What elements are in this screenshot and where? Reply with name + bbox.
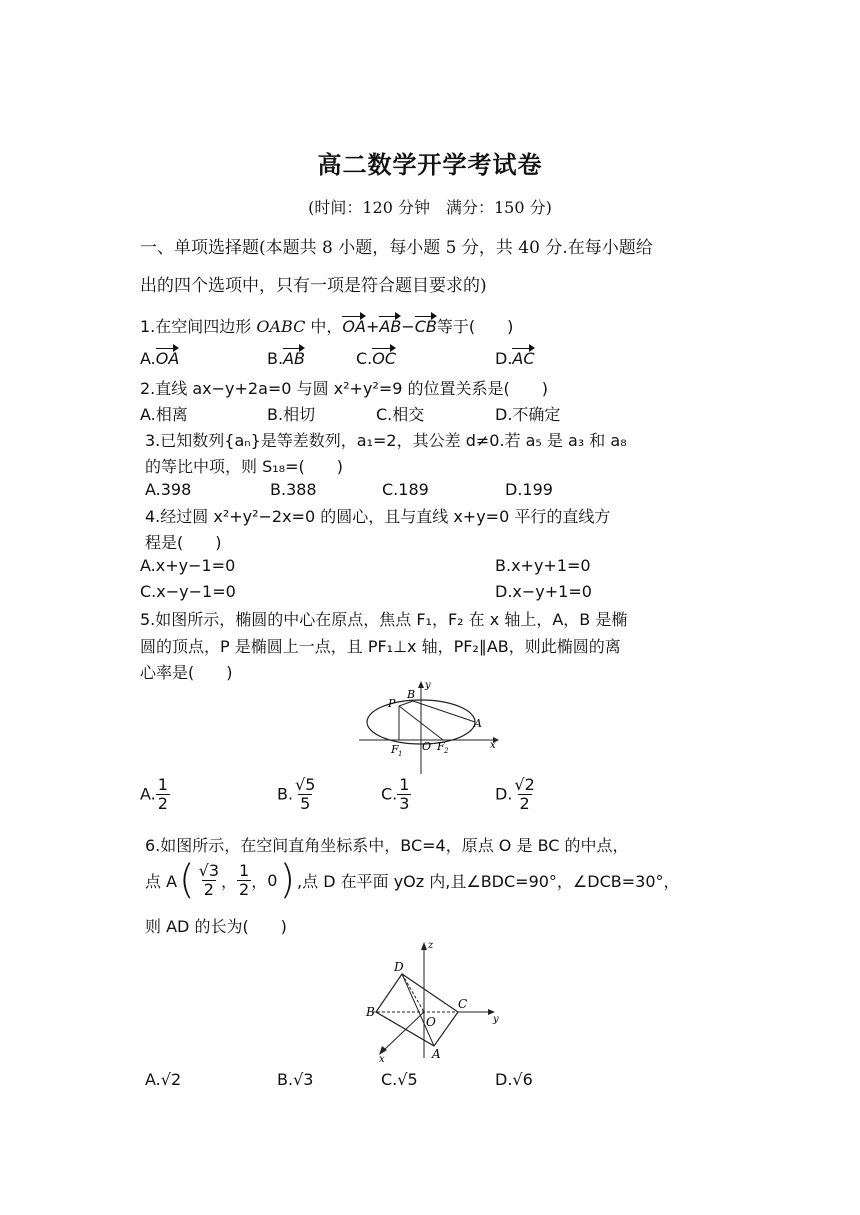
question-2: 2.直线 ax−y+2a=0 与圆 x²+y²=9 的位置关系是( ) [140,379,548,398]
option-4b: B.x+y+1=0 [495,556,591,575]
option-6a: A.√2 [145,1070,182,1089]
question-6-line1: 6.如图所示，在空间直角坐标系中，BC=4，原点 O 是 BC 的中点， [145,836,629,855]
option-1b: B.AB [267,349,305,368]
label-d: D [394,960,404,974]
option-4c: C.x−y−1=0 [140,582,236,601]
option-4d: D.x−y+1=0 [495,582,592,601]
option-3b: B.388 [270,480,317,499]
vector-ab: AB [379,317,402,336]
question-3-line1: 3.已知数列{aₙ}是等差数列，a₁=2，其公差 d≠0.若 a₅ 是 a₃ 和 a₈ [145,431,627,450]
option-5b: B. $\frac{√5}{5}$ [277,775,316,813]
option-2c: C.相交 [376,405,425,424]
option-6d: D.√6 [495,1070,533,1089]
label-f2: F [437,740,445,753]
ellipse-figure [355,676,505,776]
svg-text:1: 1 [398,750,403,758]
option-2d: D.不确定 [495,405,561,424]
label-f1: F [391,743,399,756]
option-6c: C.√5 [381,1070,418,1089]
axis-x: x [490,740,496,751]
question-5-line2: 圆的顶点，P 是椭圆上一点，且 PF₁⊥x 轴，PF₂∥AB，则此椭圆的离 [140,637,621,656]
page-title: 高二数学开学考试卷 [317,151,543,179]
coordinate-figure [362,938,502,1064]
option-5c: C. $\frac{1}{3}$ [381,775,410,813]
axis-y: y [425,680,431,691]
label-p: P [388,697,396,710]
option-3c: C.189 [382,480,429,499]
axis-y: y [493,1014,499,1025]
label-o: O [426,1015,436,1029]
label-b: B [366,1005,375,1019]
label-a: A [432,1047,441,1061]
question-5-line3: 心率是( ) [140,663,233,682]
question-5-line1: 5.如图所示，椭圆的中心在原点，焦点 F₁，F₂ 在 x 轴上，A，B 是椭 [140,610,628,629]
option-1c: C.OC [356,349,397,368]
question-1: 1.在空间四边形 OABC 中，OA+AB−CB等于( ) [140,317,514,336]
option-6b: B.√3 [277,1070,314,1089]
option-3d: D.199 [505,480,553,499]
svg-text:2: 2 [444,747,449,755]
vector-oa: OA [342,317,366,336]
question-6-line2: 点 A ( $\frac{√3}{2}$ ， $\frac{1}{2}$ ， 0 ) ,点 D 在平面 yOz 内,且∠BDC=90°，∠DCB=30°， [145,857,680,903]
label-o: O [422,740,432,753]
question-4-line1: 4.经过圆 x²+y²−2x=0 的圆心，且与直线 x+y=0 平行的直线方 [145,507,611,526]
option-3a: A.398 [145,480,192,499]
option-1a: A.OA [140,349,180,368]
option-4a: A.x+y−1=0 [140,556,236,575]
label-b: B [407,688,416,701]
option-2a: A.相离 [140,405,188,424]
option-5d: D. $\frac{√2}{2}$ [495,775,535,813]
label-a: A [474,717,482,730]
exam-info: (时间：120 分钟 满分：150 分) [308,198,552,217]
vector-cb: CB [414,317,437,336]
label-c: C [458,997,468,1011]
section-heading-line1: 一、单项选择题(本题共 8 小题，每小题 5 分，共 40 分.在每小题给 [140,238,653,258]
section-heading-line2: 出的四个选项中，只有一项是符合题目要求的) [140,276,487,296]
axis-x: x [379,1054,385,1064]
question-3-line2: 的等比中项，则 S₁₈=( ) [145,457,343,476]
question-4-line2: 程是( ) [145,533,222,552]
question-6-line3: 则 AD 的长为( ) [145,917,287,936]
option-5a: A. $\frac{1}{2}$ [140,775,168,813]
option-1d: D.AC [495,349,535,368]
option-2b: B.相切 [267,405,316,424]
axis-z: z [428,940,434,951]
